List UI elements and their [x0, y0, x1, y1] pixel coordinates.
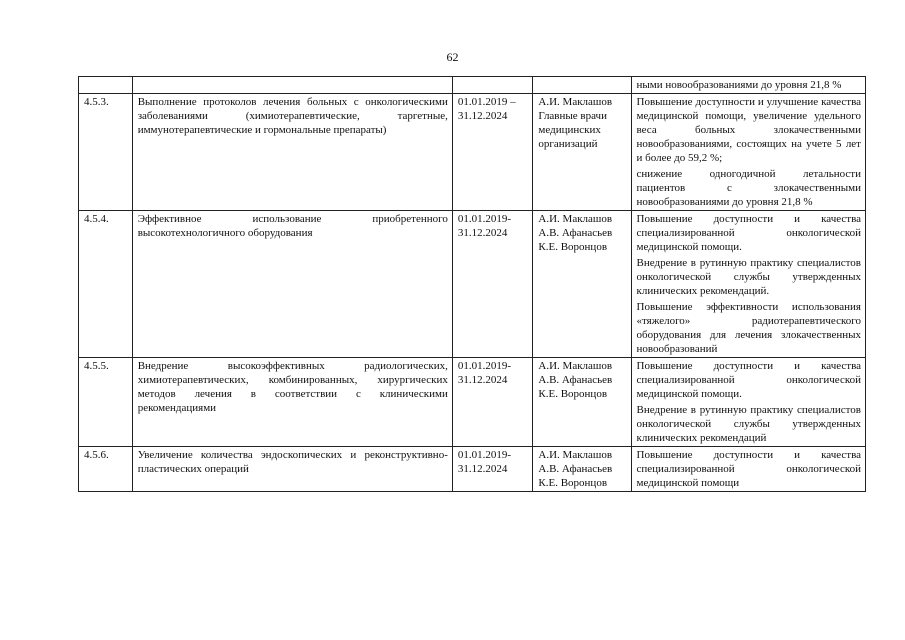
- table-row: [79, 447, 866, 492]
- responsible-person: медицинских: [538, 124, 601, 136]
- responsible-cell: [533, 358, 631, 447]
- responsible-person: А.В. Афанасьев: [538, 463, 613, 475]
- dates-cell: [452, 77, 533, 94]
- activity-cell: Внедрение высокоэффективных радиологических, химиотерапевтических, комбинированных, хирургических методов лечения в соответствии с клиническими рекомендациями: [132, 358, 452, 447]
- activity-cell: [132, 77, 452, 94]
- result-paragraph: Повышение доступности и качества специализированной онкологической медицинской помощи.: [636, 213, 861, 253]
- result-paragraph: Внедрение в рутинную практику специалистов онкологической службы утвержденных клинических рекомендаций: [636, 404, 861, 444]
- start-date: 01.01.2019-: [457, 449, 512, 461]
- table-row: [79, 211, 866, 358]
- activity-cell: Увеличение количества эндоскопических и реконструктивно-пластических операций: [132, 447, 452, 492]
- item-number-cell: 4.5.6.: [79, 447, 133, 492]
- table-body: [79, 77, 866, 492]
- table-row: [79, 77, 866, 94]
- responsible-person: А.И. Маклашов: [538, 360, 613, 372]
- responsible-person: К.Е. Воронцов: [538, 388, 608, 400]
- start-date: 01.01.2019-: [457, 213, 512, 225]
- end-date: 31.12.2024: [457, 374, 508, 386]
- responsible-person: А.В. Афанасьев: [538, 374, 613, 386]
- activity-cell: Выполнение протоколов лечения больных с онкологическими заболеваниями (химиотерапевтические, таргетные, иммунотерапевтические и гормональные препараты): [132, 94, 452, 211]
- responsible-person: А.И. Маклашов: [538, 213, 613, 225]
- responsible-person: А.И. Маклашов: [538, 449, 613, 461]
- measures-table: [78, 76, 866, 492]
- result-paragraph: Повышение доступности и улучшение качества медицинской помощи, увеличение удельного веса больных злокачественными новообразованиями, состоящих на учете 5 лет и более до 59,2 %;: [636, 96, 861, 164]
- responsible-cell: [533, 77, 631, 94]
- responsible-cell: [533, 94, 631, 211]
- result-cell: [631, 447, 865, 492]
- responsible-person: К.Е. Воронцов: [538, 241, 608, 253]
- responsible-person: организаций: [538, 138, 598, 150]
- item-number-cell: [79, 77, 133, 94]
- result-paragraph: ными новообразованиями до уровня 21,8 %: [636, 79, 842, 91]
- dates-cell: [452, 211, 533, 358]
- result-cell: [631, 211, 865, 358]
- result-paragraph: Внедрение в рутинную практику специалистов онкологической службы утвержденных клинических рекомендаций.: [636, 257, 861, 297]
- result-paragraph: снижение одногодичной летальности пациентов с злокачественными новообразованиями до уровня 21,8 %: [636, 168, 861, 208]
- end-date: 31.12.2024: [457, 463, 508, 475]
- activity-cell: Эффективное использование приобретенного высокотехнологичного оборудования: [132, 211, 452, 358]
- start-date: 01.01.2019 –: [457, 96, 516, 108]
- responsible-cell: [533, 447, 631, 492]
- result-paragraph: Повышение эффективности использования «тяжелого» радиотерапевтического оборудования для лечения злокачественных новообразований: [636, 301, 861, 355]
- result-cell: [631, 94, 865, 211]
- result-paragraph: Повышение доступности и качества специализированной онкологической медицинской помощи.: [636, 360, 861, 400]
- dates-cell: [452, 447, 533, 492]
- item-number-cell: 4.5.3.: [79, 94, 133, 211]
- dates-cell: [452, 94, 533, 211]
- responsible-person: Главные врачи: [538, 110, 607, 122]
- result-cell: [631, 358, 865, 447]
- result-paragraph: Повышение доступности и качества специализированной онкологической медицинской помощи: [636, 449, 861, 489]
- end-date: 31.12.2024: [457, 227, 508, 239]
- item-number-cell: 4.5.4.: [79, 211, 133, 358]
- table-row: [79, 358, 866, 447]
- dates-cell: [452, 358, 533, 447]
- result-cell: [631, 77, 865, 94]
- page-number: 62: [446, 50, 459, 64]
- table-row: [79, 94, 866, 211]
- responsible-cell: [533, 211, 631, 358]
- item-number-cell: 4.5.5.: [79, 358, 133, 447]
- responsible-person: А.И. Маклашов: [538, 96, 613, 108]
- start-date: 01.01.2019-: [457, 360, 512, 372]
- end-date: 31.12.2024: [457, 110, 508, 122]
- responsible-person: А.В. Афанасьев: [538, 227, 613, 239]
- responsible-person: К.Е. Воронцов: [538, 477, 608, 489]
